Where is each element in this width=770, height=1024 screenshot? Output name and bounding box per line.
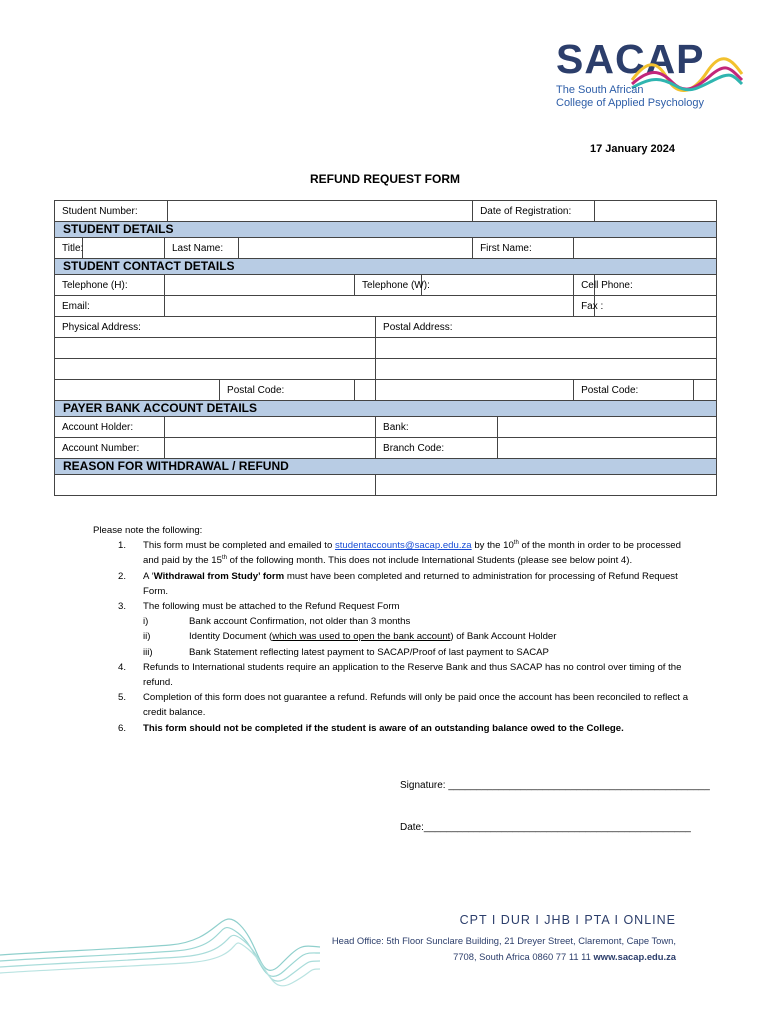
row-address-line-2 — [55, 359, 717, 380]
student-number-label: Student Number: — [55, 201, 168, 222]
footer-address-line-2 — [256, 949, 676, 965]
row-account-number — [55, 438, 717, 459]
sub-iii-text: Bank Statement reflecting latest payment to SACAP/Proof of last payment to SACAP — [189, 646, 549, 658]
bank-field[interactable] — [498, 417, 717, 438]
branch-code-label: Branch Code: — [376, 438, 498, 459]
note-number: 6. — [118, 722, 127, 734]
last-name-field[interactable] — [239, 238, 473, 259]
logo-subtitle-line-1: The South African — [556, 84, 644, 96]
document-date: 17 January 2024 — [590, 143, 676, 155]
section-student-details: STUDENT DETAILS — [55, 222, 717, 238]
note-2-text-b: must have been completed and returned to administration for processing of Refund Request Form. — [143, 570, 678, 597]
date-of-registration-field[interactable] — [595, 201, 717, 222]
logo-wordmark: SACAP — [556, 36, 705, 82]
sub-ii-text-b: ) of Bank Account Holder — [450, 631, 557, 643]
note-3-sub-i — [143, 614, 693, 629]
postal-code-label-1: Postal Code: — [220, 380, 355, 401]
note-6 — [93, 721, 693, 736]
fax-field[interactable] — [595, 296, 717, 317]
footer-address-contact: 7708, South Africa 0860 77 11 11 — [453, 951, 594, 962]
date-line[interactable]: Date:________________________________________________ — [400, 822, 691, 833]
reason-field-1[interactable] — [55, 475, 376, 496]
sub-number: i) — [143, 616, 149, 628]
form-title: REFUND REQUEST FORM — [310, 172, 460, 186]
note-3-sub-iii — [143, 645, 693, 660]
title-field[interactable] — [83, 238, 165, 259]
note-5 — [93, 690, 693, 720]
row-address-labels — [55, 317, 717, 338]
account-holder-field[interactable] — [165, 417, 376, 438]
note-1-text-d: of the following month. This does not include International Students (please see below point 4). — [226, 555, 633, 567]
row-email — [55, 296, 717, 317]
branch-code-field[interactable] — [498, 438, 717, 459]
note-6-text: This form should not be completed if the student is aware of an outstanding balance owed to the College. — [143, 722, 624, 734]
sub-number: iii) — [143, 646, 153, 658]
last-name-label: Last Name: — [165, 238, 239, 259]
telephone-h-field[interactable] — [165, 275, 355, 296]
account-number-field[interactable] — [165, 438, 376, 459]
note-number: 4. — [118, 661, 127, 673]
row-student-number — [55, 201, 717, 222]
logo-subtitle-line-2: College of Applied Psychology — [556, 97, 704, 109]
row-postal-codes — [55, 380, 717, 401]
postal-address-field-3[interactable] — [376, 380, 574, 401]
refund-form-table — [54, 200, 717, 496]
notes-intro: Please note the following: — [93, 525, 203, 536]
note-2-bold: Withdrawal from Study’ form — [153, 570, 285, 582]
note-3 — [93, 599, 693, 660]
student-number-field[interactable] — [168, 201, 473, 222]
sub-i-text: Bank account Confirmation, not older than 3 months — [189, 616, 411, 628]
telephone-h-label: Telephone (H): — [55, 275, 165, 296]
sub-ii-underlined: which was used to open the bank account — [272, 631, 451, 643]
note-1-text-c: of the month in order to be processed and paid by the 15 — [143, 540, 681, 567]
footer-campuses: CPT I DUR I JHB I PTA I ONLINE — [459, 913, 676, 927]
note-3-sub-ii — [143, 629, 693, 644]
email-label: Email: — [55, 296, 165, 317]
row-reason — [55, 475, 717, 496]
telephone-w-label: Telephone (W): — [355, 275, 422, 296]
date-of-registration-label: Date of Registration: — [473, 201, 595, 222]
note-number: 1. — [118, 540, 127, 552]
postal-code-field-2[interactable] — [694, 380, 717, 401]
note-1-text-b: by the 10 — [471, 540, 514, 552]
postal-address-field-2[interactable] — [376, 359, 717, 380]
footer-address-line-1: Head Office: 5th Floor Sunclare Building, 21 Dreyer Street, Claremont, Cape Town, — [331, 935, 676, 946]
notes-list — [93, 538, 693, 736]
email-field[interactable] — [165, 296, 574, 317]
note-1-text-a: This form must be completed and emailed to — [143, 540, 335, 552]
postal-code-field-1[interactable] — [355, 380, 376, 401]
section-contact-details: STUDENT CONTACT DETAILS — [55, 259, 717, 275]
sub-number: ii) — [143, 631, 151, 643]
bank-label: Bank: — [376, 417, 498, 438]
title-label: Title: — [55, 238, 83, 259]
notes-section — [93, 523, 693, 736]
note-number: 2. — [118, 570, 127, 582]
student-accounts-email-link[interactable]: studentaccounts@sacap.edu.za — [334, 540, 472, 552]
account-holder-label: Account Holder: — [55, 417, 165, 438]
physical-address-field-2[interactable] — [55, 359, 376, 380]
footer-website-link[interactable]: www.sacap.edu.za — [593, 951, 676, 962]
row-account-holder — [55, 417, 717, 438]
telephone-w-field[interactable] — [422, 275, 574, 296]
postal-address-label: Postal Address: — [376, 317, 717, 338]
first-name-field[interactable] — [574, 238, 717, 259]
reason-field-2[interactable] — [376, 475, 717, 496]
note-4-text: Refunds to International students require an application to the Reserve Bank and thus SACAP has no control over timing of the refund. — [143, 661, 682, 689]
sub-ii-text-a: Identity Document ( — [189, 631, 273, 643]
postal-code-label-2: Postal Code: — [574, 380, 694, 401]
note-number: 5. — [118, 692, 127, 704]
note-1 — [93, 538, 693, 568]
cell-phone-label: Cell Phone: — [574, 275, 595, 296]
signature-line[interactable]: Signature: _______________________________________________ — [400, 780, 710, 791]
note-4 — [93, 660, 693, 690]
section-bank-details: PAYER BANK ACCOUNT DETAILS — [55, 401, 717, 417]
fax-label: Fax : — [574, 296, 595, 317]
note-1-sup-2: th — [221, 555, 227, 562]
row-name — [55, 238, 717, 259]
sacap-logo — [550, 36, 740, 116]
note-number: 3. — [118, 601, 127, 613]
note-5-text: Completion of this form does not guarantee a refund. Refunds will only be paid once the account has been reconciled to reflect a credit balance. — [143, 692, 689, 719]
physical-address-field-3[interactable] — [55, 380, 220, 401]
logo-subtitle — [556, 84, 704, 110]
postal-address-field-1[interactable] — [376, 338, 717, 359]
section-reason: REASON FOR WITHDRAWAL / REFUND — [55, 459, 717, 475]
note-2 — [93, 569, 693, 599]
note-1-sup-1: th — [513, 540, 519, 547]
first-name-label: First Name: — [473, 238, 574, 259]
row-address-line-1 — [55, 338, 717, 359]
physical-address-label: Physical Address: — [55, 317, 376, 338]
physical-address-field-1[interactable] — [55, 338, 376, 359]
account-number-label: Account Number: — [55, 438, 165, 459]
row-telephone — [55, 275, 717, 296]
note-2-text-a: A ‘ — [143, 570, 154, 582]
note-3-text: The following must be attached to the Refund Request Form — [143, 601, 400, 613]
footer-address — [256, 933, 676, 965]
